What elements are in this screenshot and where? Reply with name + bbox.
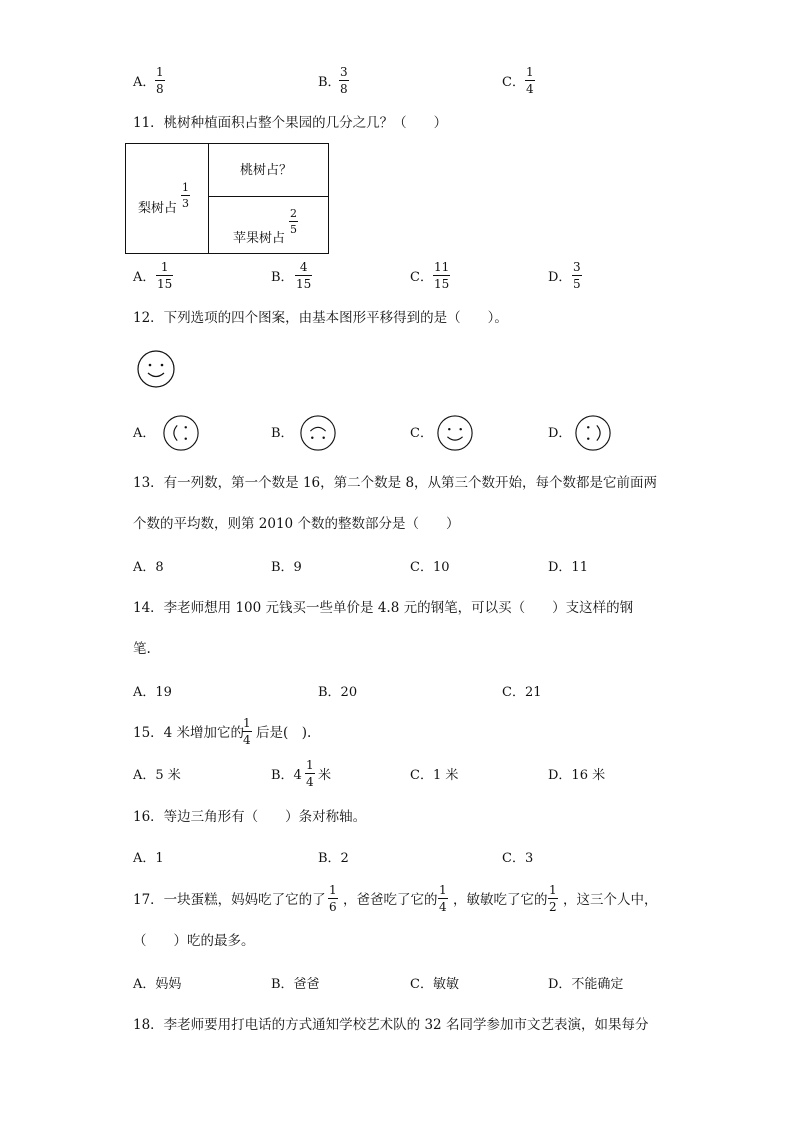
q14-option-a: A．19	[133, 685, 172, 700]
q15-option-d: D．16 米	[548, 768, 606, 783]
q11-option-a-letter: A．	[133, 270, 156, 285]
q12-option-b-letter: B．	[271, 426, 294, 441]
q17-stem-part3: ，敏敏吃了它的	[453, 892, 548, 908]
q13-option-a: A．8	[133, 560, 164, 575]
upside-down-smiley-icon	[299, 414, 337, 452]
q11-option-c-fraction: $\frac{11}{15}$	[434, 260, 450, 291]
q16-stem: 16．等边三角形有（ ）条对称轴。	[133, 809, 367, 825]
q17-stem-part1: 17．一块蛋糕，妈妈吃了它的了	[133, 892, 326, 908]
q17-option-b: B．爸爸	[271, 977, 320, 992]
q17-stem-line2: （ ）吃的最多。	[133, 933, 255, 949]
apple-fraction: $\frac{2}{5}$	[290, 207, 297, 236]
q11-option-b-fraction: $\frac{4}{15}$	[296, 260, 312, 291]
q14-option-b: B．20	[318, 685, 358, 700]
q16-option-a: A．1	[133, 851, 164, 866]
q15-option-a: A．5 米	[133, 768, 181, 783]
q17-fraction-mom: $\frac{1}{6}$	[329, 883, 337, 914]
diagram-divider-vertical	[208, 144, 209, 253]
q11-stem: 11．桃树种植面积占整个果园的几分之几？（ ）	[133, 115, 448, 131]
q13-stem-line1: 13．有一列数，第一个数是 16，第二个数是 8，从第三个数开始，每个数都是它前面两	[133, 475, 658, 491]
rotated-smiley-right-icon	[574, 414, 612, 452]
q11-option-d-fraction: $\frac{3}{5}$	[573, 260, 581, 291]
q15-option-b-prefix: B．4	[271, 768, 302, 783]
q10-option-a-fraction: $\frac{1}{8}$	[156, 65, 164, 96]
q10-option-b-letter: B．	[318, 75, 341, 90]
q17-option-a: A．妈妈	[133, 977, 182, 992]
pear-fraction: $\frac{1}{3}$	[182, 181, 189, 210]
basic-smiley-icon	[136, 349, 176, 389]
apple-label: 苹果树占	[233, 231, 286, 246]
q14-stem-line2: 笔.	[133, 641, 151, 657]
q17-fraction-dad: $\frac{1}{4}$	[439, 883, 447, 914]
q12-stem: 12．下列选项的四个图案，由基本图形平移得到的是（ ）。	[133, 310, 508, 326]
q13-option-b: B．9	[271, 560, 302, 575]
peach-label: 桃树占？	[240, 163, 293, 178]
q15-stem-after: 后是( ).	[256, 725, 312, 741]
translated-smiley-icon	[436, 414, 474, 452]
q13-stem-line2: 个数的平均数，则第 2010 个数的整数部分是（ ）	[133, 516, 460, 532]
q18-stem-line1: 18．李老师要用打电话的方式通知学校艺术队的 32 名同学参加市文艺表演，如果每分	[133, 1017, 649, 1033]
diagram-divider-horizontal	[208, 196, 328, 197]
orchard-area-diagram	[125, 143, 329, 254]
q12-option-a-letter: A．	[133, 426, 156, 441]
q16-option-c: C．3	[502, 851, 534, 866]
q15-option-b-fraction: $\frac{1}{4}$	[306, 758, 314, 789]
q10-option-c-letter: C．	[502, 75, 525, 90]
q10-option-c-fraction: $\frac{1}{4}$	[526, 65, 534, 96]
q15-option-c: C．1 米	[410, 768, 459, 783]
q14-option-c: C．21	[502, 685, 542, 700]
q17-stem-part4: ，这三个人中，	[563, 892, 658, 908]
q14-stem-line1: 14．李老师想用 100 元钱买一些单价是 4.8 元的钢笔，可以买（ ）支这样的钢	[133, 600, 634, 616]
q17-stem-part2: ，爸爸吃了它的	[343, 892, 438, 908]
q11-option-b-letter: B．	[271, 270, 294, 285]
q17-option-d: D．不能确定	[548, 977, 624, 992]
q15-stem-before: 15．4 米增加它的	[133, 725, 245, 741]
q11-option-a-fraction: $\frac{1}{15}$	[157, 260, 173, 291]
q13-option-c: C．10	[410, 560, 450, 575]
q17-option-c: C．敏敏	[410, 977, 459, 992]
q13-option-d: D．11	[548, 560, 588, 575]
q16-option-b: B．2	[318, 851, 349, 866]
q11-option-d-letter: D．	[548, 270, 572, 285]
q12-option-c-letter: C．	[410, 426, 433, 441]
q12-option-d-letter: D．	[548, 426, 572, 441]
q10-option-b-fraction: $\frac{3}{8}$	[340, 65, 348, 96]
q11-option-c-letter: C．	[410, 270, 433, 285]
q10-option-a-letter: A．	[133, 75, 156, 90]
q15-stem-fraction: $\frac{1}{4}$	[243, 716, 251, 747]
q15-option-b-unit: 米	[318, 768, 332, 783]
q17-fraction-minmin: $\frac{1}{2}$	[549, 883, 557, 914]
pear-label: 梨树占	[138, 201, 178, 216]
rotated-smiley-left-icon	[162, 414, 200, 452]
